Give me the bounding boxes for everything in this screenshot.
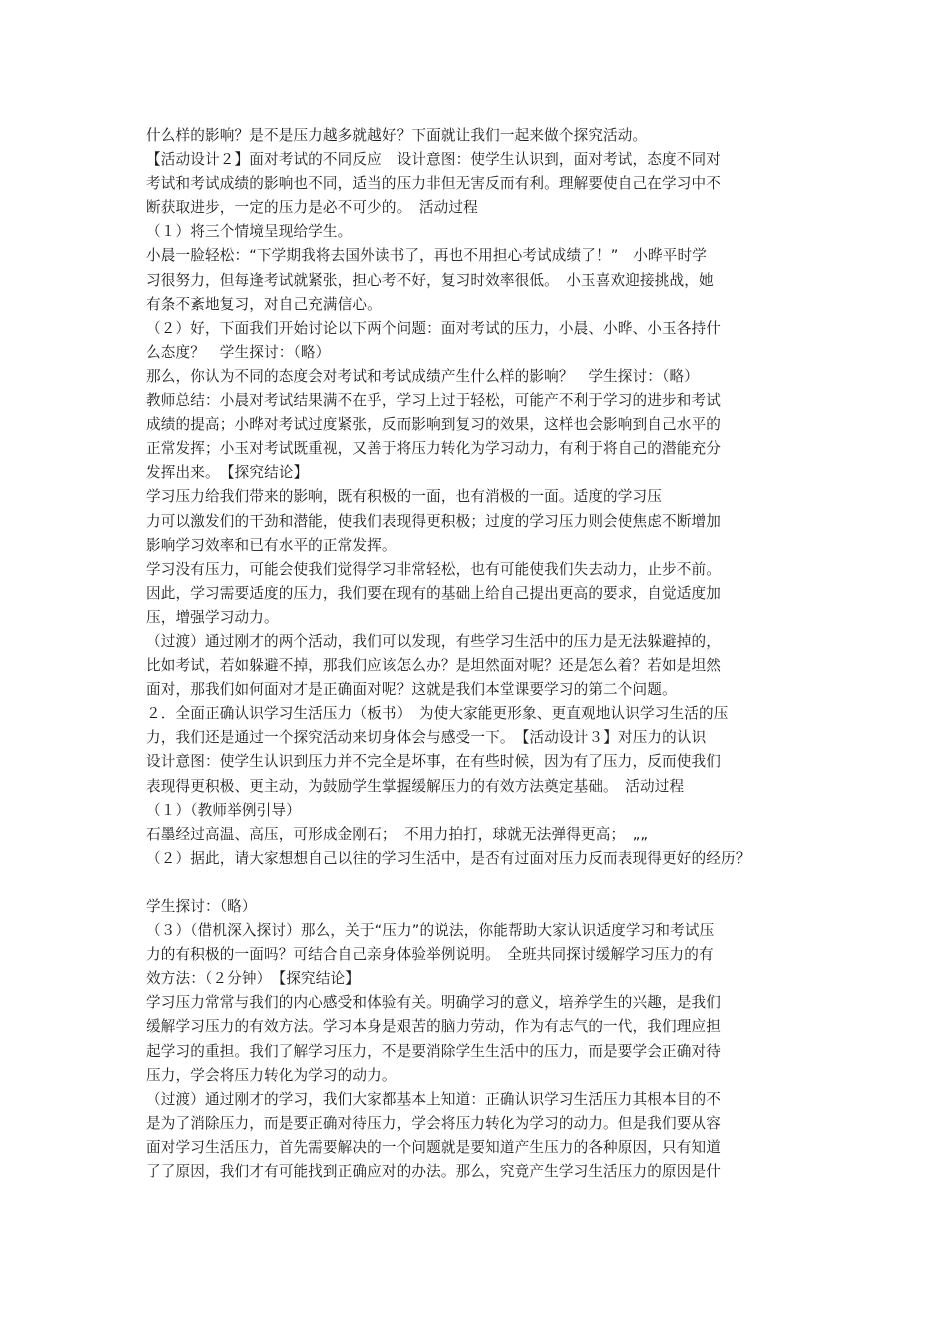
text-line: 力，我们还是通过一个探究活动来切身体会与感受一下。 【活动设计３】对压力的认识 [146, 729, 707, 747]
text-line: 起学习的重担。我们了解学习压力，不是要消除学生生活中的压力，而是要学会正确对待 [146, 1042, 722, 1060]
text-line: 有条不紊地复习，对自己充满信心。 [146, 295, 382, 313]
text-line: 那么，你认为不同的态度会对考试和考试成绩产生什么样的影响？ 学生探讨：（略） [146, 367, 699, 385]
text-line: 影响学习效率和已有水平的正常发挥。 [146, 536, 397, 554]
body-text [146, 124, 812, 1184]
text-line: 习很努力，但每逢考试就紧张，担心考不好，复习时效率很低。 小玉喜欢迎接挑战，她 [146, 271, 714, 289]
text-line: 因此，学习需要适度的压力，我们要在现有的基础上给自己提出更高的要求，自觉适度加 [146, 584, 722, 602]
text-line: （过渡）通过刚才的学习，我们大家都基本上知道：正确认识学习生活压力其根本目的不 [146, 1090, 722, 1108]
text-line: 了了原因，我们才有可能找到正确应对的办法。那么，究竟产生学习生活压力的原因是什 [146, 1163, 722, 1181]
text-line: （１）将三个情境呈现给学生。 [146, 223, 353, 241]
text-line: 力的有积极的一面吗？可结合自己亲身体验举例说明。 全班共同探讨缓解学习压力的有 [146, 946, 714, 964]
text-line: 压力，学会将压力转化为学习的动力。 [146, 1066, 397, 1084]
text-line: 发挥出来。 【探究结论】 [146, 464, 309, 482]
text-line: 比如考试，若如躲避不掉，那我们应该怎么办？是坦然面对呢？还是怎么着？若如是坦然 [146, 657, 722, 675]
text-line: 缓解学习压力的有效方法。学习本身是艰苦的脑力劳动，作为有志气的一代，我们理应担 [146, 1018, 722, 1036]
text-line: 成绩的提高；小晔对考试过度紧张，反而影响到复习的效果，这样也会影响到自己水平的 [146, 416, 722, 434]
text-line: 设计意图：使学生认识到压力并不完全是坏事，在有些时候，因为有了压力，反而使我们 [146, 753, 722, 771]
text-line: 石墨经过高温、高压，可形成金刚石； 不用力拍打，球就无法弹得更高； „„ [146, 825, 649, 843]
text-line: 效方法：（２分钟） 【探究结论】 [146, 970, 361, 988]
text-line: （３）（借机深入探讨）那么，关于“压力”的说法，你能帮助大家认识适度学习和考试压 [146, 922, 715, 940]
text-line: （２）据此，请大家想想自己以往的学习生活中，是否有过面对压力反而表现得更好的经历？ [146, 849, 751, 867]
text-line: 考试和考试成绩的影响也不同，适当的压力非但无害反而有利。理解要使自己在学习中不 [146, 175, 722, 193]
text-line: 小晨一脸轻松：“下学期我将去国外读书了，再也不用担心考试成绩了！” 小晔平时学 [146, 247, 707, 265]
text-line: 面对，那我们如何面对才是正确面对呢？这就是我们本堂课要学习的第二个问题。 [146, 681, 677, 699]
text-line: 学习压力常常与我们的内心感受和体验有关。明确学习的意义，培养学生的兴趣，是我们 [146, 994, 722, 1012]
text-line: 面对学习生活压力，首先需要解决的一个问题就是要知道产生压力的各种原因，只有知道 [146, 1138, 722, 1156]
text-line: 学习没有压力，可能会使我们觉得学习非常轻松，也有可能使我们失去动力，止步不前。 [146, 560, 722, 578]
text-line: 学习压力给我们带来的影响，既有积极的一面，也有消极的一面。适度的学习压 [146, 488, 663, 506]
text-line: （１）（教师举例引导） [146, 801, 301, 819]
text-line: （过渡）通过刚才的两个活动，我们可以发现，有些学习生活中的压力是无法躲避掉的， [146, 632, 722, 650]
text-line: 什么样的影响？是不是压力越多就越好？下面就让我们一起来做个探究活动。 [146, 127, 648, 144]
text-line: （２）好，下面我们开始讨论以下两个问题：面对考试的压力，小晨、小晔、小玉各持什 [146, 319, 722, 337]
text-line: ２．全面正确认识学习生活压力（板书） 为使大家能更形象、更直观地认识学习生活的压 [146, 705, 729, 723]
text-line: 力可以激发们的干劲和潜能，使我们表现得更积极；过度的学习压力则会使焦虑不断增加 [146, 512, 722, 530]
text-line: 么态度？ 学生探讨：（略） [146, 343, 331, 361]
text-line: 【活动设计２】面对考试的不同反应 设计意图：使学生认识到，面对考试，态度不同对 [146, 151, 722, 169]
text-line: 断获取进步，一定的压力是必不可少的。 活动过程 [146, 199, 478, 217]
text-line: 是为了消除压力，而是要正确对待压力，学会将压力转化为学习的动力。但是我们要从容 [146, 1114, 722, 1132]
text-line: 正常发挥；小玉对考试既重视，又善于将压力转化为学习动力，有利于将自己的潜能充分 [146, 440, 722, 458]
text-line: 教师总结：小晨对考试结果满不在乎，学习上过于轻松，可能产不利于学习的进步和考试 [146, 392, 722, 410]
blank-line [146, 871, 812, 895]
text-line: 学生探讨：（略） [146, 898, 257, 915]
text-line: 压，增强学习动力。 [146, 608, 279, 626]
text-line: 表现得更积极、更主动，为鼓励学生掌握缓解压力的有效方法奠定基础。 活动过程 [146, 777, 685, 795]
